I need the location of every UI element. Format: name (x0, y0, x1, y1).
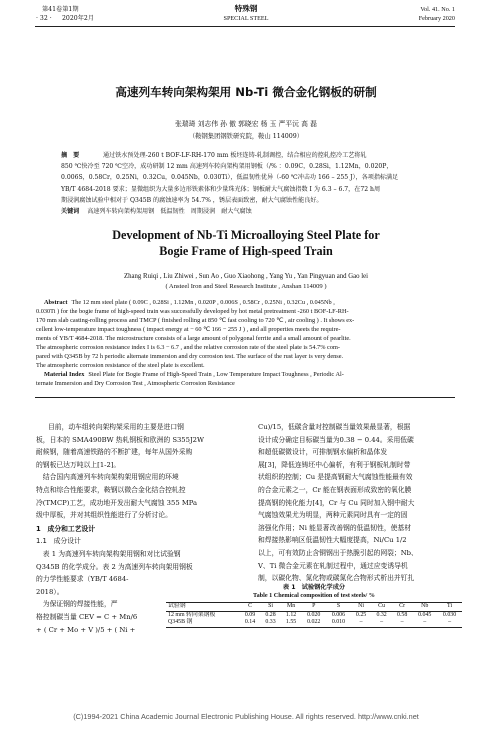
section-heading: 1 成分和工艺设计 (36, 524, 96, 533)
table-1-title-cn: 表 1 试验钢化学成分 (282, 584, 346, 591)
paper-title-en-line: Development of Nb-Ti Microalloying Steel Plate for (112, 228, 380, 242)
keywords-cn: 高速列车转向架构架用钢 低温韧性 周期浸润 耐大气腐蚀 (87, 208, 252, 216)
body-line: Q345B 的化学成分。表 2 为高速列车转向架用钢板 (36, 562, 193, 571)
body-line: + ( Cr + Mo + V )/5 + ( Ni + (36, 625, 136, 634)
abstract-en-line: 0.030Ti ) for the bogie frame of high-speed train was successfully developed by hot metal pretreatment -260 t BOF-LF-RH- (36, 307, 349, 315)
body-line: 表 1 为高速列车转向架构架用钢和对比试验钢 (36, 549, 181, 558)
abstract-en (36, 299, 456, 389)
table-cell: 0.14 (244, 619, 256, 626)
body-line: V、Ti 微合金元素在轧制过程中，通过应变诱导机 (258, 561, 408, 570)
table-cell: 0.006 (331, 611, 346, 618)
body-line: Cu)/15，低碳含量对控制碳当量效果最显著，根据 (258, 423, 411, 431)
abstract-cn-line: 850 ℃快冷至 720 ℃空冷，成功研制 12 mm 高速列车转向架构架用钢板（/% ：0.09C，0.28Si，1.12Mn，0.020P， (61, 163, 393, 171)
body-line: 结合国内高速列车转向架构架用钢应用的环境 (36, 473, 179, 482)
table-header-cell: S (336, 603, 341, 609)
table-row (166, 611, 462, 619)
table-cell: Q345B 钢 (168, 619, 193, 626)
abstract-rule (35, 397, 455, 398)
body-line: 格控制碳当量 CEV = C + Mn/6 (36, 612, 138, 621)
table-row (166, 619, 462, 627)
material-index-line: ternate Immersion and Dry Corrosion Test , Atmospheric Corrosion Resistance (36, 379, 235, 387)
body-line: 和焊接热影响区低温韧性大幅度提高，Ni/Cu 1/2 (258, 536, 407, 545)
table-cell: – (423, 619, 427, 626)
table-1 (166, 584, 462, 628)
date-cn: 2020年2月 (62, 15, 95, 22)
abstract-en-line: The 12 mm steel plate ( 0.09C , 0.28Si , 1.12Mn , 0.020P , 0.006S , 0.58Cr , 0.25Ni , 0.32Cu , 0.045Nb , (71, 299, 335, 306)
body-line: 以上，可有效防止含铜钢出于热脆引起的网裂；Nb、 (258, 548, 418, 557)
table-cell: – (359, 619, 363, 626)
abstract-en-line: The atmospheric corrosion resistance index I is 6.3 − 6.7 , and the relative corrosion rate of the steel plate is 54.7% com- (36, 343, 340, 351)
table-cell: – (380, 619, 384, 626)
abstract-en-line: cellent low-temperature impact toughness ( impact energy at − 60 ℃ 166 − 255 J ) , and all properties meets the require- (36, 325, 341, 333)
table-1-grid (166, 602, 462, 628)
table-header-cell: 试验钢 (168, 603, 186, 609)
table-cell: 0.010 (331, 619, 346, 626)
abstract-cn-line: 0.006S，0.58Cr，0.25Ni，0.32Cu，0.045Nb，0.030Ti），低温韧性优异（-60 ℃冲击功 166 – 255 J），各项指标满足 (61, 174, 399, 182)
table-header-cell: Ti (447, 603, 453, 609)
table-cell: 0.030 (442, 611, 457, 618)
journal-cn: 特殊钢 (234, 4, 258, 13)
table-cell: 12 mm 转向架钢板 (168, 611, 216, 618)
table-cell: 1.12 (285, 611, 297, 618)
material-index-line: Steel Plate for Bogie Frame of High-Speed Train , Low Temperature Impact Toughness , Periodic Al- (88, 370, 344, 378)
header-rule (35, 26, 455, 27)
table-cell: – (448, 619, 452, 626)
subsection-heading: 1.1 成分设计 (36, 537, 81, 546)
table-header-cell: Mn (286, 603, 296, 609)
body-line: 和超低碳微设计，可排制钢水偏析和晶体发 (258, 448, 388, 457)
table-header-cell: Si (268, 603, 274, 609)
abstract-en-label: Abstract (44, 299, 68, 306)
table-header-cell: P (312, 603, 316, 609)
table-cell: 0.09 (244, 611, 256, 618)
body-line: 板，日本的 SMA490BW 热轧钢板和欧洲的 S355J2W (36, 435, 204, 444)
table-header-cell: Ni (358, 603, 365, 609)
table-header-cell: Cu (378, 603, 386, 609)
keywords-cn-label: 关键词 (61, 208, 80, 216)
page-number: · 32 · (36, 15, 52, 22)
body-line: 为保证钢的焊接性能，严 (36, 600, 118, 609)
abstract-cn-line: YB/T 4684-2018 要求；显微组织为大量多边形铁素体和少量珠光体；钢板耐大气腐蚀指数 I 为 6.3 – 6.7，在72 h周 (61, 185, 381, 193)
body-line: 展[3]，降低连铸坯中心偏析，有利于钢板轧制时带 (258, 460, 411, 469)
paper-title-en (30, 228, 462, 259)
authors-cn: 张瑞琦 刘志伟 孙 傲 郭晓宏 杨 玉 严平沅 高 磊 (175, 120, 317, 128)
table-header-cell: Nb (421, 603, 429, 609)
table-cell: 0.045 (418, 611, 432, 618)
journal-en: SPECIAL STEEL (223, 15, 269, 22)
material-index-label: Material Index (44, 370, 85, 378)
abstract-cn (63, 150, 433, 217)
table-cell: 0.020 (307, 611, 321, 618)
paper-title-cn: 高速列车转向架构架用 Nb-Ti 微合金化钢板的研制 (115, 85, 377, 99)
body-line: 气腐蚀效果尤为明显，两种元素同时具有一定的固 (258, 511, 408, 520)
table-1-title-en: Table 1 Chemical composition of test steels/ % (253, 592, 375, 599)
body-line: 的钢板已达万吨以上[1-2]。 (36, 460, 121, 469)
body-line: 的合金元素之一，Cr 能在钢表面形成致密的氧化膜 (258, 485, 412, 494)
body-line: 设计成分确定目标碳当量为0.38 − 0.44。采用低碳 (258, 435, 414, 444)
table-cell: 0.58 (396, 611, 408, 618)
paper-title-en-line: Bogie Frame of High-speed Train (159, 243, 333, 258)
body-line: 特点和综合性能要求，鞍钢以微合金化结合控轧控 (36, 485, 186, 494)
abstract-cn-label: 摘 要 (61, 152, 80, 159)
affiliation-cn: （鞍钢集团钢铁研究院，鞍山 114009） (188, 133, 304, 140)
body-line: 的力学性能要求（YB/T 4684- (36, 575, 129, 584)
body-line: 级中厚板，并对其组织性能进行了分析讨论。 (36, 511, 172, 520)
issue-cn: 第41卷第1期 (42, 6, 79, 13)
abstract-cn-line: 期浸润腐蚀试验中相对于 Q345B 的腐蚀速率为 54.7% ，锈层表面致密，耐大气腐蚀性能良好。 (61, 196, 323, 204)
body-line: 提高钢的钝化能力[4]，Cr 与 Cu 同时加入钢中耐大 (258, 498, 415, 507)
body-line: 耐候钢，随着高速铁路的不断扩建，每年从国外采购 (36, 448, 193, 457)
table-header-cell: Cr (399, 603, 406, 609)
right-column (258, 421, 458, 585)
abstract-en-line: ments of YB/T 4684-2018. The microstructure consists of a large amount of polygonal ferrite and a small amount of pearlite. (36, 334, 351, 342)
table-cell: 0.28 (265, 611, 276, 618)
table-cell: 1.55 (285, 619, 297, 626)
body-line: 2018）。 (36, 587, 64, 596)
body-line: 制，以碳化物、氮化物或碳氮化合物形式析出并钉扎 (258, 574, 415, 583)
affiliation-en: ( Ansteel Iron and Steel Research Institute , Anshan 114009 ) (165, 283, 327, 290)
copyright-footer: (C)1994-2021 China Academic Journal Electronic Publishing House. All rights reserved. http://www.cnki.net (73, 712, 419, 721)
abstract-en-line: pared with Q345B by 72 h periodic alternate immersion and dry corrosion test. The surface of the rust layer is very dense. (36, 352, 344, 360)
body-line: 冷(TMCP)工艺，成功地开发出耐大气腐蚀 355 MPa (36, 498, 198, 507)
body-line: 溶强化作用；Ni 能显著改善钢的低温韧性，使基材 (258, 523, 412, 532)
abstract-en-line: 170 mm slab casting-rolling process and TMCP ( finished rolling at 850 ℃ fast cooling to 720 ℃ , air cooling ) . It shows ex- (36, 316, 355, 324)
volume-en: Vol. 41. No. 1 (420, 6, 455, 13)
table-cell: 0.25 (355, 611, 367, 618)
table-header-cell: C (248, 603, 252, 609)
table-cell: 0.33 (265, 619, 276, 626)
table-cell: 0.022 (307, 619, 321, 626)
month-en: February 2020 (418, 15, 455, 22)
body-line: 状组织的控制；Cu 是提高钢耐大气腐蚀性能最有效 (258, 473, 413, 482)
abstract-en-line: The atmospheric corrosion resistance of the steel plate is excellent. (36, 361, 205, 369)
table-cell: – (400, 619, 404, 626)
body-line: 目前，动车组转向架构架采用的主要是进口钢 (48, 423, 184, 431)
abstract-cn-line: 通过铁水预处理-260 t BOF-LF-RH-170 mm 板坯连铸-轧制调控，结合相应的控轧控冷工艺将轧 (103, 152, 367, 159)
authors-en: Zhang Ruiqi , Liu Zhiwei , Sun Ao , Guo Xiaohong , Yang Yu , Yan Pingyuan and Gao lei (123, 273, 369, 280)
table-cell: 0.32 (376, 611, 387, 618)
